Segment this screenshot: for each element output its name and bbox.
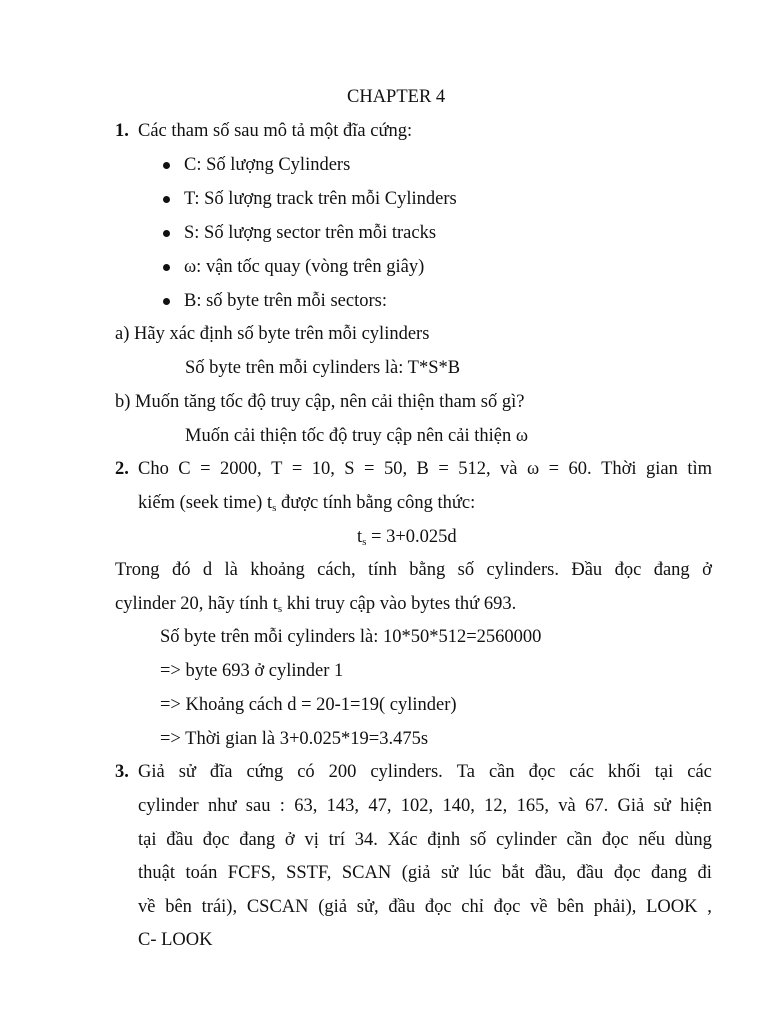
question-3-line bbox=[138, 896, 712, 918]
word: tìm bbox=[687, 459, 712, 479]
bullet-item: S: Số lượng sector trên mỗi tracks bbox=[184, 223, 437, 243]
question-3-last-line: C- LOOK bbox=[138, 930, 213, 950]
word: đầu bbox=[388, 897, 416, 917]
word: dùng bbox=[674, 830, 712, 850]
word: cylinders. bbox=[370, 762, 443, 782]
word: đọc bbox=[424, 897, 452, 917]
word: phải), bbox=[593, 897, 637, 917]
word: đang bbox=[653, 560, 690, 580]
word: về bbox=[530, 897, 548, 917]
word: lúc bbox=[468, 863, 492, 883]
word: Thời bbox=[601, 459, 637, 479]
word: LOOK bbox=[646, 897, 698, 917]
question-2-line-3 bbox=[115, 559, 712, 581]
word: cylinders. bbox=[486, 560, 559, 580]
word: chỉ bbox=[461, 897, 484, 917]
word: : bbox=[279, 796, 285, 816]
bullet-item: ω: vận tốc quay (vòng trên giây) bbox=[184, 257, 425, 277]
word: hiện bbox=[680, 796, 712, 816]
answer-2-line: => byte 693 ở cylinder 1 bbox=[160, 661, 344, 681]
word: các bbox=[569, 762, 594, 782]
bullet-item: T: Số lượng track trên mỗi Cylinders bbox=[184, 189, 457, 209]
word: (giả bbox=[401, 863, 431, 883]
word: sử bbox=[178, 762, 196, 782]
word: sử bbox=[653, 796, 671, 816]
word: ở bbox=[702, 560, 712, 580]
word: đi bbox=[697, 863, 712, 883]
word: C bbox=[178, 459, 191, 479]
word: định bbox=[427, 830, 461, 850]
word: CSCAN bbox=[246, 897, 309, 917]
word: T bbox=[271, 459, 283, 479]
word: 165, bbox=[516, 796, 549, 816]
word: (giả bbox=[318, 897, 348, 917]
word: sau bbox=[245, 796, 271, 816]
text-fragment: kiếm (seek time) t bbox=[138, 493, 273, 513]
word: đọc bbox=[528, 762, 556, 782]
word: như bbox=[207, 796, 237, 816]
word: đọc bbox=[614, 560, 642, 580]
word: Xác bbox=[387, 830, 418, 850]
word: và bbox=[500, 459, 518, 479]
word: bằng bbox=[409, 560, 446, 580]
answer-1a: Số byte trên mỗi cylinders là: T*S*B bbox=[185, 358, 461, 378]
word: nếu bbox=[638, 830, 666, 850]
word: sử, bbox=[356, 897, 379, 917]
word: đang bbox=[651, 863, 687, 883]
word: 512, bbox=[458, 459, 491, 479]
subscript: s bbox=[277, 603, 283, 615]
answer-2-line: Số byte trên mỗi cylinders là: 10*50*512=2560000 bbox=[160, 627, 542, 647]
word: và bbox=[558, 796, 576, 816]
word: tại bbox=[138, 830, 157, 850]
word: Giả bbox=[617, 796, 645, 816]
question-1b: b) Muốn tăng tốc độ truy cập, nên cải thiện tham số gì? bbox=[115, 392, 525, 412]
word: tính bbox=[368, 560, 397, 580]
bullet-item: C: Số lượng Cylinders bbox=[184, 155, 351, 175]
answer-2-line: => Khoảng cách d = 20-1=19( cylinder) bbox=[160, 695, 457, 715]
word: 63, bbox=[294, 796, 318, 816]
question-3-line bbox=[138, 829, 712, 851]
word: số bbox=[457, 560, 475, 580]
word: 60. bbox=[568, 459, 592, 479]
word: 47, bbox=[368, 796, 392, 816]
bullet-dot bbox=[163, 298, 170, 305]
word: các bbox=[687, 762, 712, 782]
word: SCAN bbox=[341, 863, 392, 883]
question-2-line-2 bbox=[138, 492, 475, 514]
question-1-text: Các tham số sau mô tả một đĩa cứng: bbox=[138, 121, 413, 141]
word: đang bbox=[239, 830, 276, 850]
word: bắt bbox=[501, 863, 525, 883]
bullet-dot bbox=[163, 264, 170, 271]
word: có bbox=[297, 762, 315, 782]
word: = bbox=[548, 459, 560, 479]
word: là bbox=[224, 560, 238, 580]
word: gian bbox=[646, 459, 678, 479]
word: = bbox=[438, 459, 449, 479]
word: = bbox=[291, 459, 303, 479]
word: 67. bbox=[585, 796, 609, 816]
word: vị bbox=[304, 830, 319, 850]
question-3-line bbox=[138, 761, 712, 783]
word: thuật bbox=[138, 863, 175, 883]
word: khoảng bbox=[250, 560, 305, 580]
word: cứng bbox=[246, 762, 284, 782]
word: bên bbox=[557, 897, 584, 917]
text-fragment: khi truy cập vào bytes thứ 693. bbox=[282, 594, 517, 614]
answer-2-line: => Thời gian là 3+0.025*19=3.475s bbox=[160, 729, 429, 749]
word: d bbox=[202, 560, 213, 580]
word: 200 bbox=[328, 762, 357, 782]
word: Giả bbox=[138, 762, 165, 782]
word: cần bbox=[488, 762, 515, 782]
word: toán bbox=[185, 863, 218, 883]
word: B bbox=[416, 459, 429, 479]
chapter-title: CHAPTER 4 bbox=[347, 87, 446, 107]
word: bên bbox=[165, 897, 192, 917]
word: , bbox=[707, 897, 712, 917]
bullet-item: B: số byte trên mỗi sectors: bbox=[184, 291, 387, 311]
word: Đầu bbox=[571, 560, 603, 580]
text-fragment: = 3+0.025d bbox=[366, 527, 457, 547]
word: Trong bbox=[115, 560, 160, 580]
word: cách, bbox=[317, 560, 356, 580]
bullet-dot bbox=[163, 196, 170, 203]
bullet-dot bbox=[163, 230, 170, 237]
word: đầu bbox=[166, 830, 193, 850]
word: đó bbox=[171, 560, 191, 580]
word: đầu bbox=[576, 863, 604, 883]
word: ở bbox=[284, 830, 295, 850]
word: về bbox=[138, 897, 156, 917]
word: đọc bbox=[493, 897, 521, 917]
seek-time-formula bbox=[357, 526, 457, 548]
word: 140, bbox=[442, 796, 475, 816]
word: = bbox=[364, 459, 375, 479]
word: Ta bbox=[456, 762, 475, 782]
question-2-line-1 bbox=[138, 458, 712, 480]
text-fragment: được tính bằng công thức: bbox=[276, 493, 476, 513]
word: sử bbox=[440, 863, 459, 883]
word: khối bbox=[607, 762, 641, 782]
question-3-line bbox=[138, 862, 712, 884]
word: 34. bbox=[354, 830, 378, 850]
word: SSTF, bbox=[286, 863, 332, 883]
word: 12, bbox=[484, 796, 508, 816]
question-1-number: 1. bbox=[115, 121, 129, 141]
word: 143, bbox=[326, 796, 360, 816]
answer-1b: Muốn cải thiện tốc độ truy cập nên cải thiện ω bbox=[185, 426, 529, 446]
word: số bbox=[469, 830, 487, 850]
question-3-number: 3. bbox=[115, 762, 129, 782]
word: Cho bbox=[138, 459, 169, 479]
subscript: s bbox=[272, 502, 277, 514]
word: 10, bbox=[311, 459, 335, 479]
word: đọc bbox=[601, 830, 629, 850]
question-2-number: 2. bbox=[115, 459, 129, 479]
word: ω bbox=[526, 459, 540, 479]
word: cylinder bbox=[496, 830, 557, 850]
word: 2000, bbox=[219, 459, 262, 479]
question-1a: a) Hãy xác định số byte trên mỗi cylinders bbox=[115, 324, 430, 344]
text-fragment: cylinder 20, hãy tính t bbox=[115, 594, 278, 614]
word: cần bbox=[566, 830, 593, 850]
word: 50, bbox=[383, 459, 408, 479]
question-2-line-4 bbox=[115, 593, 516, 615]
word: trí bbox=[328, 830, 346, 850]
word: tại bbox=[654, 762, 674, 782]
word: đầu, bbox=[534, 863, 567, 883]
word: S bbox=[344, 459, 355, 479]
bullet-dot bbox=[163, 162, 170, 169]
word: trái), bbox=[201, 897, 238, 917]
word: cylinder bbox=[138, 796, 199, 816]
word: đọc bbox=[613, 863, 641, 883]
word: đĩa bbox=[209, 762, 233, 782]
word: 102, bbox=[400, 796, 434, 816]
word: FCFS, bbox=[227, 863, 276, 883]
word: đọc bbox=[202, 830, 230, 850]
question-3-line bbox=[138, 795, 712, 817]
word: = bbox=[200, 459, 211, 479]
subscript: s bbox=[362, 536, 367, 548]
text-fragment: t bbox=[357, 527, 363, 547]
